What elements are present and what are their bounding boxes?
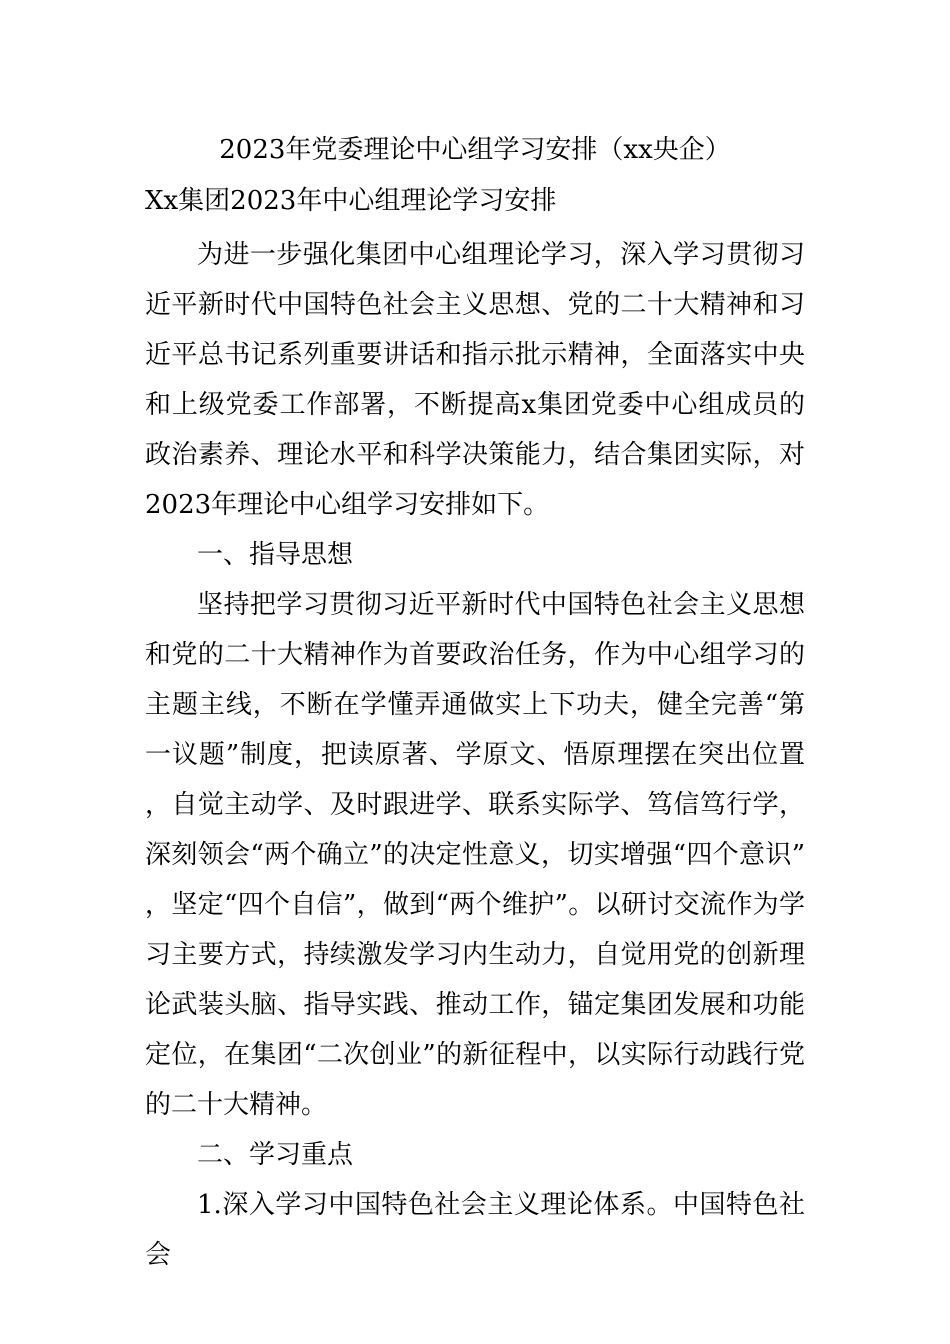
study-focus-item-1: 1.深入学习中国特色社会主义理论体系。中国特色社会 bbox=[145, 1190, 805, 1270]
document-body bbox=[145, 230, 805, 1280]
guiding-thought-paragraph: 坚持把学习贯彻习近平新时代中国特色社会主义思想和党的二十大精神作为首要政治任务，作为中心组学习的主题主线，不断在学懂弄通做实上下功夫，健全完善“第一议题”制度，把读原著、学原文、悟原理摆在突出位置，自觉主动学、及时跟进学、联系实际学、笃信笃行学，深刻领会“两个确立”的决定性意义，切实增强“四个意识”，坚定“四个自信”，做到“两个维护”。以研讨交流作为学习主要方式，持续激发学习内生动力，自觉用党的创新理论武装头脑、指导实践、推动工作，锚定集团发展和功能定位，在集团“二次创业”的新征程中，以实际行动践行党的二十大精神。 bbox=[145, 590, 805, 1120]
section-heading-study-focus: 二、学习重点 bbox=[197, 1140, 354, 1170]
intro-paragraph: 为进一步强化集团中心组理论学习，深入学习贯彻习近平新时代中国特色社会主义思想、党的二十大精神和习近平总书记系列重要讲话和指示批示精神，全面落实中央和上级党委工作部署，不断提高x集团党委中心组成员的政治素养、理论水平和科学决策能力，结合集团实际，对2023年理论中心组学习安排如下。 bbox=[145, 240, 805, 520]
document-title: 2023年党委理论中心组学习安排（xx央企） bbox=[219, 135, 731, 165]
document-subtitle: Xx集团2023年中心组理论学习安排 bbox=[145, 186, 557, 216]
section-heading-guiding-thought: 一、指导思想 bbox=[197, 540, 354, 570]
